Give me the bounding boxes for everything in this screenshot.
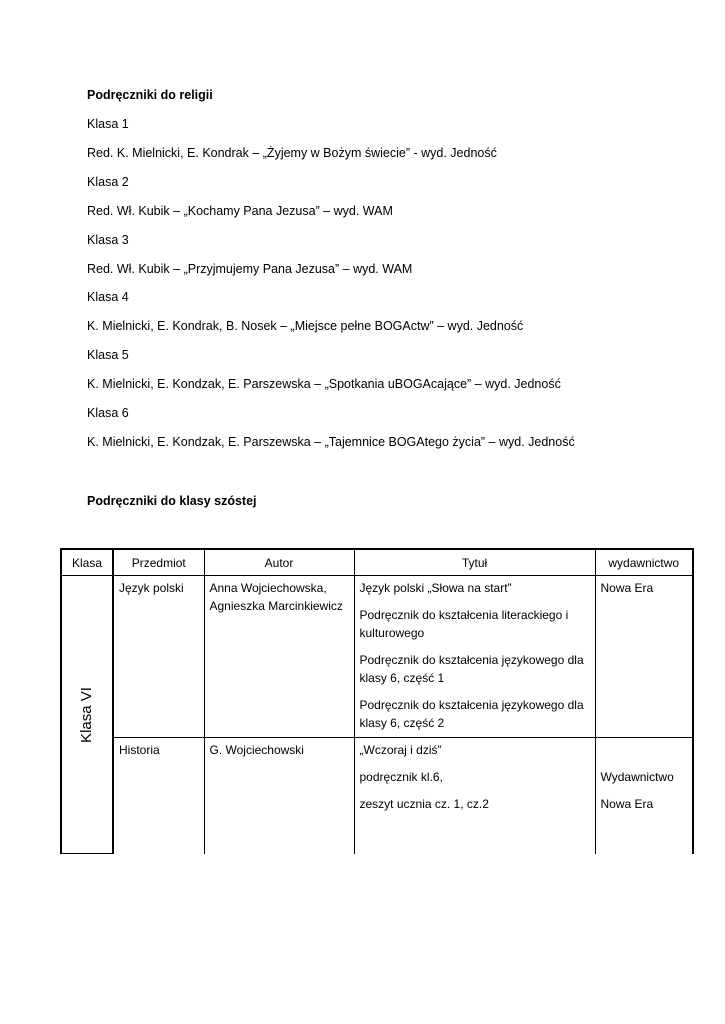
klasa-4-entry: K. Mielnicki, E. Kondrak, B. Nosek – „Miejsce pełne BOGActw” – wyd. Jedność (87, 319, 524, 333)
header-przedmiot: Przedmiot (113, 549, 204, 576)
klasa-cell (61, 576, 113, 854)
klasa-1-label: Klasa 1 (87, 117, 129, 131)
przedmiot-text: Język polski (119, 581, 184, 595)
klasa-4-label: Klasa 4 (87, 290, 129, 304)
sixth-grade-table (60, 548, 694, 854)
table-row (61, 738, 693, 854)
klasa-5-entry: K. Mielnicki, E. Kondzak, E. Parszewska – „Spotkania uBOGAcające” – wyd. Jedność (87, 377, 561, 391)
klasa-1-entry: Red. K. Mielnicki, E. Kondrak – „Żyjemy w Bożym świecie” - wyd. Jedność (87, 146, 497, 160)
klasa-2-label: Klasa 2 (87, 175, 129, 189)
wydawnictwo-line: Nowa Era (600, 797, 654, 811)
tytul-line: „Wczoraj i dziś” (359, 743, 442, 757)
autor-line: Agnieszka Marcinkiewicz (209, 599, 343, 613)
table-header-row (61, 549, 693, 576)
religion-heading: Podręczniki do religii (87, 88, 213, 102)
tytul-line: Podręcznik do kształcenia językowego dla klasy 6, część 2 (359, 698, 584, 730)
przedmiot-cell (113, 738, 204, 854)
przedmiot-cell (113, 576, 204, 738)
wydawnictwo-cell (595, 738, 693, 854)
klasa-vi-label: Klasa VI (78, 686, 95, 743)
table-row (61, 576, 693, 738)
autor-line: G. Wojciechowski (209, 743, 304, 757)
klasa-5-label: Klasa 5 (87, 348, 129, 362)
wydawnictwo-line: Wydawnictwo (600, 770, 674, 784)
tytul-line: Język polski „Słowa na start” (359, 581, 512, 595)
tytul-cell (354, 576, 595, 738)
klasa-6-label: Klasa 6 (87, 406, 129, 420)
autor-cell (204, 738, 354, 854)
header-wydawnictwo: wydawnictwo (595, 549, 693, 576)
header-tytul: Tytuł (354, 549, 595, 576)
tytul-line: zeszyt ucznia cz. 1, cz.2 (359, 797, 489, 811)
klasa-6-entry: K. Mielnicki, E. Kondzak, E. Parszewska – „Tajemnice BOGAtego życia” – wyd. Jedność (87, 435, 575, 449)
tytul-line: Podręcznik do kształcenia literackiego i kulturowego (359, 608, 569, 640)
header-klasa: Klasa (61, 549, 113, 576)
tytul-line: podręcznik kl.6, (359, 770, 443, 784)
tytul-line: Podręcznik do kształcenia językowego dla klasy 6, część 1 (359, 653, 584, 685)
klasa-3-label: Klasa 3 (87, 233, 129, 247)
wydawnictwo-text: Nowa Era (600, 581, 654, 595)
tytul-cell (354, 738, 595, 854)
przedmiot-text: Historia (119, 743, 160, 757)
wydawnictwo-cell (595, 576, 693, 738)
header-autor: Autor (204, 549, 354, 576)
klasa-2-entry: Red. Wł. Kubik – „Kochamy Pana Jezusa” – wyd. WAM (87, 204, 393, 218)
autor-line: Anna Wojciechowska, (209, 581, 327, 595)
autor-cell (204, 576, 354, 738)
klasa-3-entry: Red. Wł. Kubik – „Przyjmujemy Pana Jezusa” – wyd. WAM (87, 262, 413, 276)
sixth-grade-heading: Podręczniki do klasy szóstej (87, 494, 257, 508)
